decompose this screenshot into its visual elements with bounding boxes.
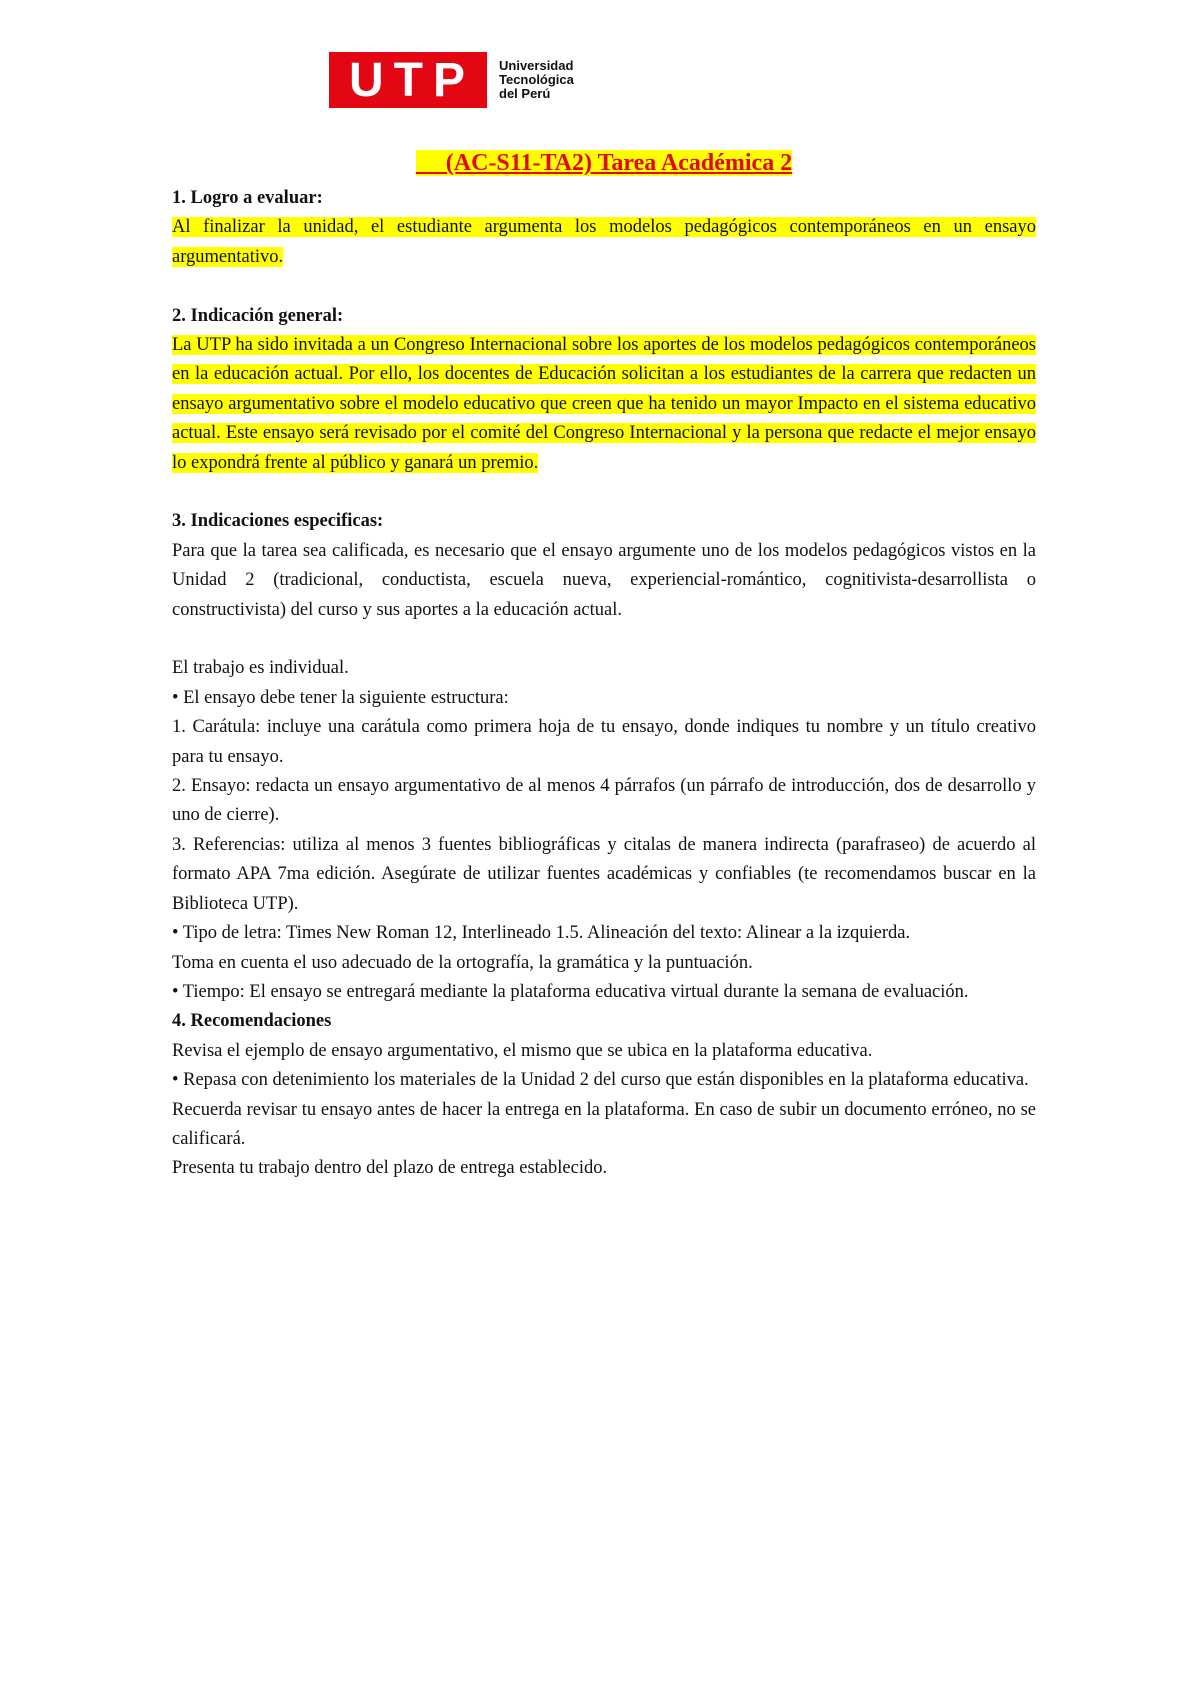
- document-title: [172, 146, 1036, 180]
- section-3-line: 2. Ensayo: redacta un ensayo argumentativo de al menos 4 párrafos (un párrafo de introducción, dos de desarrollo y uno de cierre).: [172, 776, 1036, 826]
- section-3-line: • El ensayo debe tener la siguiente estructura:: [172, 687, 509, 708]
- document-body: [172, 146, 1036, 1184]
- logo-line-1: Universidad: [499, 58, 574, 73]
- section-3-line: El trabajo es individual.: [172, 658, 349, 679]
- section-1-highlight: Al finalizar la unidad, el estudiante argumenta los modelos pedagógicos contemporáneos en un ensayo argumentativo.: [172, 217, 1036, 267]
- section-2-text: [172, 331, 1036, 478]
- section-3-line: 1. Carátula: incluye una carátula como primera hoja de tu ensayo, donde indiques tu nombre y un título creativo para tu ensayo.: [172, 717, 1036, 767]
- section-4-line: Presenta tu trabajo dentro del plazo de entrega establecido.: [172, 1158, 608, 1179]
- utp-logo-text: [499, 59, 574, 101]
- section-4-line: Revisa el ejemplo de ensayo argumentativo, el mismo que se ubica en la plataforma educativa.: [172, 1040, 873, 1061]
- section-3-line: 3. Referencias: utiliza al menos 3 fuentes bibliográficas y citalas de manera indirecta (parafraseo) de acuerdo al formato APA 7ma edición. Asegúrate de utilizar fuentes académicas y confiables (te recomendamos buscar en la Biblioteca UTP).: [172, 834, 1036, 914]
- section-1-heading: 1. Logro a evaluar:: [172, 188, 323, 208]
- section-3-line: • Tipo de letra: Times New Roman 12, Interlineado 1.5. Alineación del texto: Alinear a la izquierda.: [172, 923, 911, 944]
- section-2-heading: 2. Indicación general:: [172, 305, 344, 326]
- section-4-line: • Repasa con detenimiento los materiales de la Unidad 2 del curso que están disponibles en la plataforma educativa.: [172, 1070, 1029, 1091]
- section-3-line: • Tiempo: El ensayo se entregará mediante la plataforma educativa virtual durante la semana de evaluación.: [172, 981, 969, 1002]
- section-4-heading: 4. Recomendaciones: [172, 1011, 332, 1032]
- section-3-heading: 3. Indicaciones especificas:: [172, 511, 384, 532]
- logo-line-3: del Perú: [499, 86, 551, 101]
- logo-line-2: Tecnológica: [499, 72, 574, 87]
- section-3-line: Toma en cuenta el uso adecuado de la ortografía, la gramática y la puntuación.: [172, 952, 753, 973]
- utp-logo-mark: UTP: [329, 52, 487, 108]
- utp-logo: [329, 52, 574, 108]
- document-title-text: (AC-S11-TA2) Tarea Académica 2: [415, 150, 793, 176]
- section-1-text: [172, 213, 1036, 272]
- section-2-highlight: La UTP ha sido invitada a un Congreso Internacional sobre los aportes de los modelos pedagógicos contemporáneos en la educación actual. Por ello, los docentes de Educación solicitan a los estudiantes de la carrera que redacten un ensayo argumentativo sobre el modelo educativo que creen que ha tenido un mayor Impacto en el sistema educativo actual. Este ensayo será revisado por el comité del Congreso Internacional y la persona que redacte el mejor ensayo lo expondrá frente al público y ganará un premio.: [172, 335, 1036, 473]
- section-3-intro: Para que la tarea sea calificada, es necesario que el ensayo argumente uno de los modelos pedagógicos vistos en la Unidad 2 (tradicional, conductista, escuela nueva, experiencial-romántico, cognitivista-desarrollista o constructivista) del curso y sus aportes a la educación actual.: [172, 540, 1036, 620]
- section-4-line: Recuerda revisar tu ensayo antes de hacer la entrega en la plataforma. En caso de subir un documento erróneo, no se calificará.: [172, 1099, 1036, 1149]
